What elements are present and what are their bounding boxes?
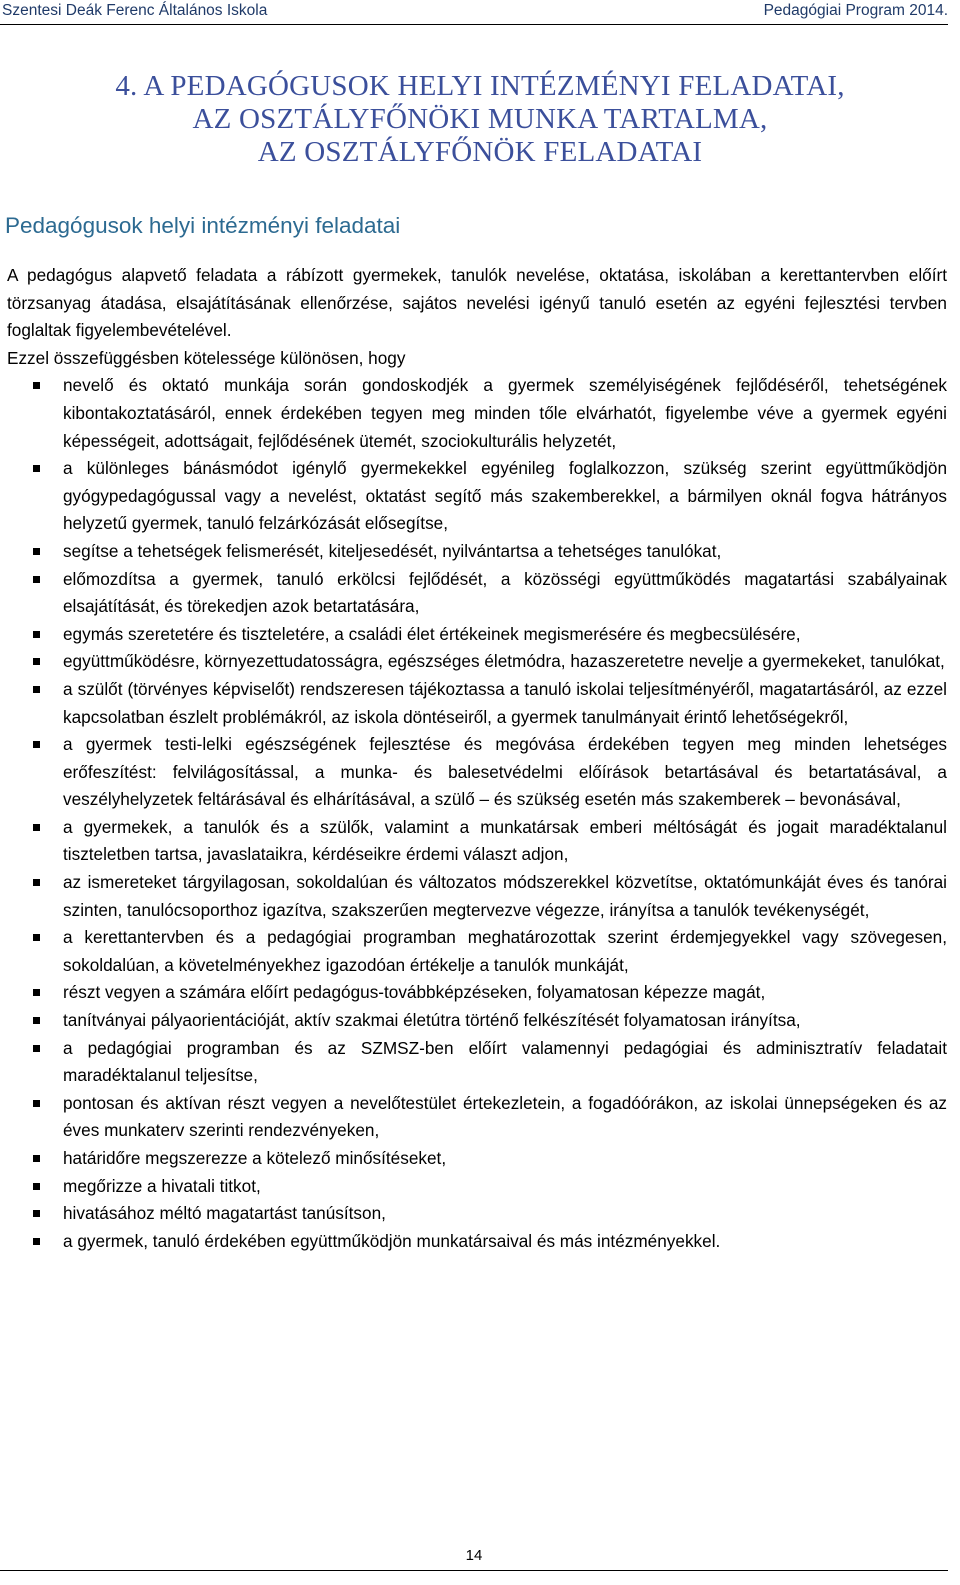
square-bullet-icon [33,686,40,693]
list-item [7,1090,947,1145]
list-item [7,1035,947,1090]
square-bullet-icon [33,741,40,748]
list-item [7,979,947,1007]
list-item-text: megőrizze a hivatali titkot, [63,1175,261,1196]
square-bullet-icon [33,382,40,389]
list-item [7,814,947,869]
square-bullet-icon [33,465,40,472]
list-item [7,1173,947,1201]
list-item-text: a pedagógiai programban és az SZMSZ-ben előírt valamennyi pedagógiai és adminisztratív feladatait maradéktalanul teljesítse, [63,1037,947,1086]
list-item [7,648,947,676]
chapter-title-line: AZ OSZTÁLYFŐNÖK FELADATAI [257,136,703,168]
square-bullet-icon [33,934,40,941]
list-item-text: előmozdítsa a gyermek, tanuló erkölcsi fejlődését, a közösségi együttműködés magatartási szabályainak elsajátítását, és törekedjen azok betartatására, [63,568,947,617]
list-item-text: hivatásához méltó magatartást tanúsítson, [63,1203,386,1224]
list-item [7,455,947,538]
square-bullet-icon [33,1210,40,1217]
list-item-text: határidőre megszerezze a kötelező minősítéseket, [63,1148,447,1168]
list-item-text: együttműködésre, környezettudatosságra, egészséges életmódra, hazaszeretetre nevelje a gyermekeket, tanulókat, [63,651,945,672]
square-bullet-icon [33,658,40,665]
chapter-title-line: 4. A PEDAGÓGUSOK HELYI INTÉZMÉNYI FELADATAI, [115,70,845,102]
square-bullet-icon [33,1045,40,1052]
list-item [7,676,947,731]
list-item [7,731,947,814]
list-item-text: a gyermek testi-lelki egészségének fejlesztése és megóvása érdekében tegyen meg minden lehetséges erőfeszítést: felvilágosítással, a munka- és balesetvédelmi előírások betartásával és betartatásával, a veszélyhelyzetek feltárásával és elhárításával, a szülő – és szükség esetén más szakemberek – bevonásával, [63,734,947,810]
list-item-text: segítse a tehetségek felismerését, kiteljesedését, nyilvántartsa a tehetséges tanulókat, [63,540,722,561]
square-bullet-icon [33,1100,40,1107]
body-content [7,262,947,1255]
list-item [7,924,947,979]
list-item [7,538,947,566]
list-item-text: a gyermek, tanuló érdekében együttműködjön munkatársaival és más intézményekkel. [63,1230,721,1251]
list-item-text: az ismereteket tárgyilagosan, sokoldalúan és változatos módszerekkel közvetítse, oktatómunkáját éves és tanórai szinten, tanulócsoporthoz igazítva, szakszerűen megtervezve végezze, irányítsa a tanulók tevékenységét, [63,872,947,920]
square-bullet-icon [33,1017,40,1024]
duties-list [7,372,947,1255]
list-item-text: a különleges bánásmódot igénylő gyermekekkel egyénileg foglalkozzon, szükség szerint együttműködjön gyógypedagógussal vagy a nevelést, oktatást segítő más szakemberekkel, a bármilyen oknál fogva hátrányos helyzetű gyermek, tanuló felzárkózását elősegítse, [63,458,947,534]
list-item [7,1200,947,1228]
list-item [7,869,947,924]
square-bullet-icon [33,1238,40,1245]
list-item [7,372,947,455]
list-item-text: tanítványai pályaorientációját, aktív szakmai életútra történő felkészítését folyamatosan irányítsa, [63,1010,801,1031]
list-item-text: a kerettantervben és a pedagógiai programban meghatározottak szerint érdemjegyekkel vagy szövegesen, sokoldalúan, a követelményekhez igazodóan értékelje a tanulók munkáját, [63,927,947,975]
list-item [7,566,947,621]
list-item-text: pontosan és aktívan részt vegyen a nevelőtestület értekezletein, a fogadóórákon, az iskolai ünnepségeken és az éves munkaterv szerinti rendezvényeken, [63,1092,947,1141]
square-bullet-icon [33,1183,40,1190]
square-bullet-icon [33,548,40,555]
list-item-text: a gyermekek, a tanulók és a szülők, valamint a munkatársak emberi méltóságát és jogait maradéktalanul tiszteletben tartsa, javaslataikra, kérdéseikre érdemi választ adjon, [63,816,947,865]
square-bullet-icon [33,631,40,638]
list-item-text: egymás szeretetére és tiszteletére, a családi élet értékeinek megismerésére és megbecsülésére, [63,623,801,644]
list-item-text: nevelő és oktató munkája során gondoskodjék a gyermek személyiségének fejlődéséről, tehetségének kibontakoztatásáról, ennek érdekében tegyen meg minden tőle elvárhatót, figyelembe véve a gyermek egyéni képességeit, adottságait, fejlődésének ütemét, szociokulturális helyzetét, [63,375,947,451]
square-bullet-icon [33,989,40,996]
section-title: Pedagógusok helyi intézményi feladatai [5,213,401,238]
header-program-title: Pedagógiai Program 2014. [763,2,948,19]
header-school-name: Szentesi Deák Ferenc Általános Iskola [2,2,268,19]
list-item-text: a szülőt (törvényes képviselőt) rendszeresen tájékoztassa a tanuló iskolai teljesítményéről, magatartásáról, az ezzel kapcsolatban észlelt problémákról, az iskola döntéseiről, a gyermek tanulmányait érintő lehetőségekről, [63,678,947,727]
square-bullet-icon [33,1155,40,1162]
list-item-text: részt vegyen a számára előírt pedagógus-továbbképzéseken, folyamatosan képezze magát, [63,982,766,1003]
intro-paragraph: A pedagógus alapvető feladata a rábízott gyermekek, tanulók nevelése, oktatása, iskolában a kerettantervben előírt törzsanyag átadása, elsajátításának ellenőrzése, sajátos nevelési igényű tanuló esetén az egyéni fejlesztési tervben foglaltak figyelembevételével. [7,265,947,341]
chapter-title [0,70,960,169]
list-item [7,621,947,649]
footer-divider [0,1570,948,1571]
chapter-title-line: AZ OSZTÁLYFŐNÖKI MUNKA TARTALMA, [192,103,768,135]
lead-sentence: Ezzel összefüggésben kötelessége különösen, hogy [7,347,406,368]
square-bullet-icon [33,576,40,583]
list-item [7,1228,947,1256]
list-item [7,1007,947,1035]
square-bullet-icon [33,824,40,831]
square-bullet-icon [33,879,40,886]
list-item [7,1145,947,1173]
running-header [0,0,948,25]
page-number: 14 [465,1547,483,1564]
